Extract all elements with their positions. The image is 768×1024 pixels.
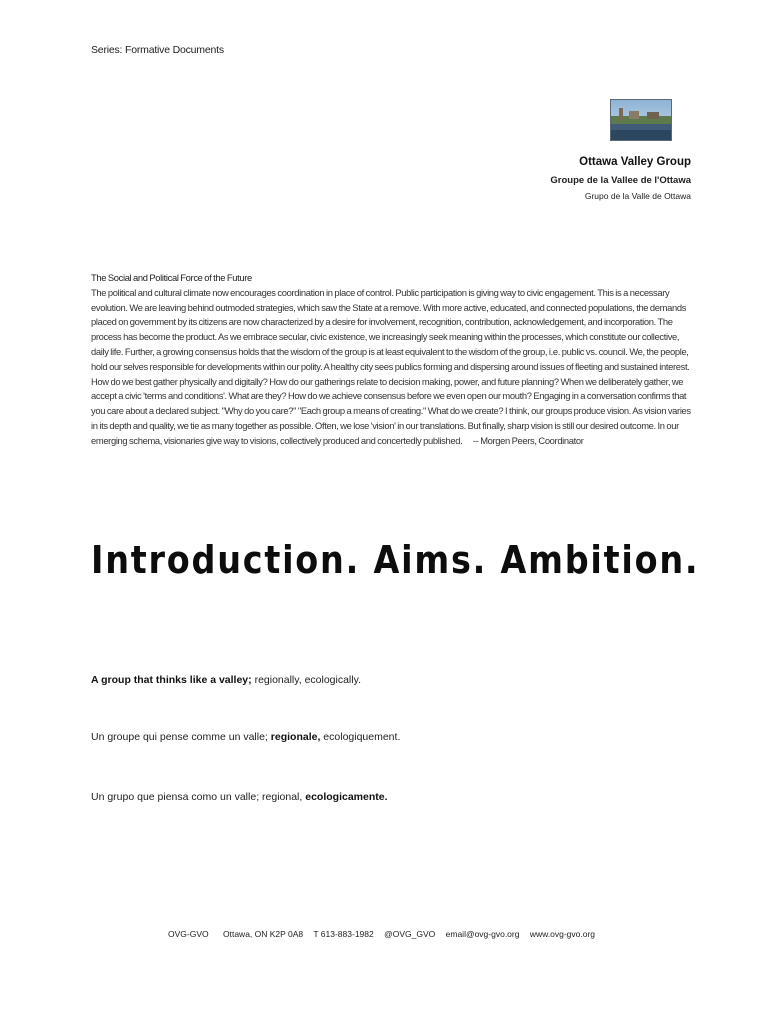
footer-twitter-link[interactable]: @OVG_GVO [384, 929, 436, 939]
tagline-en-rest: regionally, ecologically. [251, 674, 361, 686]
essay-signature: -- Morgen Peers, Coordinator [472, 434, 584, 446]
tagline-es-bold: ecologicamente. [305, 791, 388, 803]
ottawa-skyline-photo [610, 99, 672, 141]
footer-org: OVG-GVO [168, 929, 209, 939]
footer-phone: T 613-883-1982 [313, 929, 374, 939]
essay [91, 271, 692, 449]
tagline-es-start: Un grupo que piensa como un valle; regional, [91, 791, 306, 803]
tagline-en [91, 674, 361, 686]
page-title: Introduction. Aims. Ambition. [91, 538, 700, 582]
tagline-fr-end: ecologiquement. [320, 731, 401, 743]
footer-web-link[interactable]: www.ovg-gvo.org [529, 929, 596, 939]
organization-names [550, 156, 691, 201]
footer-email-link[interactable]: email@ovg-gvo.org [445, 929, 520, 939]
footer-address: Ottawa, ON K2P 0A8 [223, 929, 304, 939]
tagline-fr-start: Un groupe qui pense comme un valle; [91, 731, 271, 743]
tagline-es [91, 791, 388, 803]
tagline-fr [91, 731, 400, 743]
essay-signature-gap [464, 435, 473, 446]
org-name-es: Grupo de la Valle de Ottawa [584, 191, 691, 201]
org-name-en: Ottawa Valley Group [579, 156, 691, 168]
footer [168, 929, 607, 939]
photo-icon [611, 100, 671, 140]
series-label: Series: Formative Documents [91, 44, 224, 56]
tagline-en-bold: A group that thinks like a valley; [91, 674, 252, 686]
essay-heading: The Social and Political Force of the Future [91, 272, 252, 283]
org-name-fr: Groupe de la Vallee de l'Ottawa [550, 175, 691, 186]
tagline-fr-bold: regionale, [270, 731, 321, 743]
essay-body: The political and cultural climate now encourages coordination in place of control. Public participation is giving way to civic engagement. This is a necessary evolution. We are leaving behind outmoded strategies, which saw the State at a remove. With more active, educated, and connected populations, the demands placed on government by its citizens are now characterized by a desire for involvement, recognition, contribution, acknowledgement, and incorporation. The process has become the product. As we embrace secular, civic existence, we increasingly seek meaning within the processes, which constitute our collective, daily life. Further, a growing consensus holds that the wisdom of the group is at least equivalent to the wisdom of the group, i.e. public vs. council. We, the people, hold our selves responsible for developments within our polity. A healthy city sees publics forming and dispersing around issues of fleeting and sustained interest. How do we best gather physically and digitally? How do our gatherings relate to decision making, power, and future planning? When we deliberately gather, we accept a civic 'terms and conditions'. What are they? How do we achieve consensus before we even open our mouth? Engaging in a conversation confirms that you care about a declared subject. "Why do you care?" "Each group a means of creating." What do we create? I think, our groups produce vision. As vision varies in its depth and quality, we tie as many together as possible. Often, we lose 'vision' in our translations. But finally, sharp vision is still our desired outcome. In our emerging schema, visionaries give way to visions, collectively produced and concertedly published. [91, 286, 691, 446]
